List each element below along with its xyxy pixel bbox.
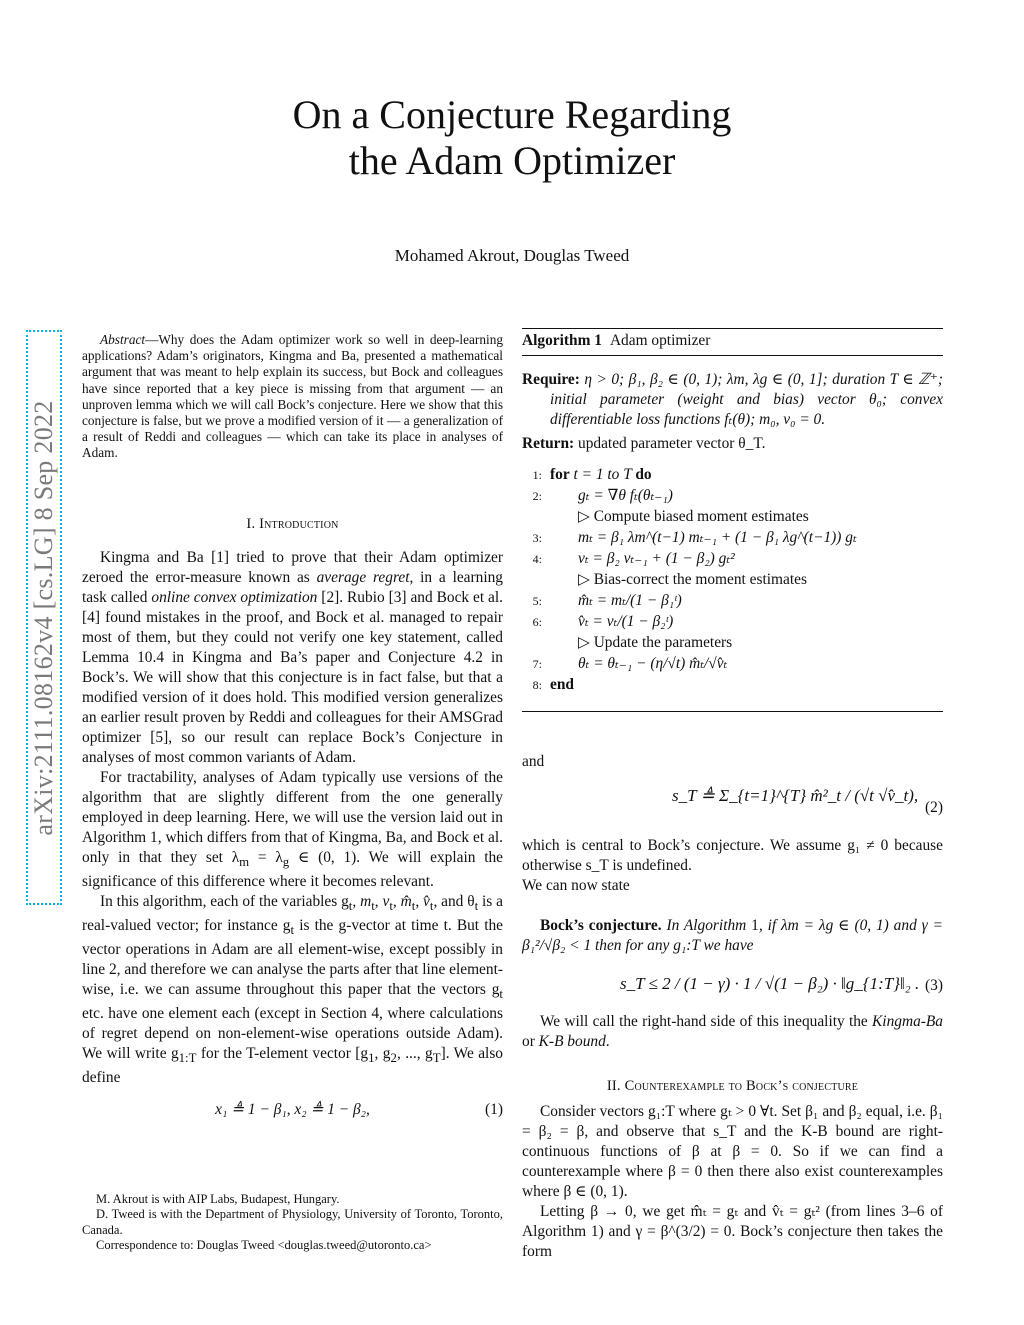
keyword: do xyxy=(635,466,652,483)
citation-link[interactable]: 3 xyxy=(393,588,402,606)
line-text: t = 1 to T xyxy=(569,466,636,483)
paper-title xyxy=(0,92,1024,184)
section-number: II. xyxy=(606,1078,625,1094)
subscript: g xyxy=(282,854,290,869)
line-ref-link[interactable]: 3 xyxy=(901,1203,909,1220)
conjecture-text: In Algorithm xyxy=(661,917,752,934)
section-heading-counterexample xyxy=(522,1076,943,1096)
text-run: We will call the right-hand side of this inequality the xyxy=(540,1013,873,1030)
right-column xyxy=(522,328,943,1262)
comment-triangle-icon: ▷ xyxy=(578,508,594,525)
algorithm-line xyxy=(522,548,943,569)
emphasis: Kingma-Ba xyxy=(872,1013,943,1030)
algorithm-label: Algorithm 1 xyxy=(522,332,602,349)
text-run: ]. We also define xyxy=(82,1044,504,1087)
comment-text: Bias-correct the moment estimates xyxy=(593,571,807,588)
text-run: For tractability, analyses of Adam typically use versions of the algorithm that are slightly different from the one generally employed in deep learning. Here, we will use the version laid out in Algorithm xyxy=(82,768,503,846)
equation-2 xyxy=(522,778,943,834)
line-text: v̂ₜ = vₜ/(1 − β₂ᵗ) xyxy=(578,613,674,630)
line-ref-link[interactable]: 6 xyxy=(916,1203,925,1220)
text-run: – xyxy=(908,1203,917,1220)
text-run: . xyxy=(605,1033,610,1050)
require-text: η > 0; β₁, β₂ ∈ (0, 1); λm, λg ∈ (0, 1]; duration T ∈ ℤ⁺; initial parameter (weight and bias) vector θ₀; convex differentiable loss functions fₜ(θ); m₀, v₀ = 0. xyxy=(550,371,943,428)
require-label: Require: xyxy=(522,371,580,388)
text-run: ] and Bock et al. [ xyxy=(82,588,504,626)
algorithm-line xyxy=(522,590,943,611)
intro-paragraph-2 xyxy=(82,768,503,892)
line-ref-link[interactable]: 2 xyxy=(108,960,117,978)
text-run: etc. have one element each (except in Section 4, where calculations of regret depend on non-element-wise operations outside Adam). We will write g xyxy=(82,1004,503,1062)
and-text: and xyxy=(522,753,545,770)
text-run: ) and γ = β^(3/2) = 0. Bock’s conjecture then takes the form xyxy=(522,1223,944,1260)
return-label: Return: xyxy=(522,435,575,452)
section-number: I. xyxy=(246,515,260,532)
keyword: for xyxy=(550,466,570,483)
citation-link[interactable]: 4 xyxy=(87,608,95,626)
text-run: ], so our result can replace Bock’s Conjecture in analyses of most common variants of Adam. xyxy=(82,728,504,766)
emphasis: online convex optimization xyxy=(151,588,318,606)
arxiv-id-stamp[interactable] xyxy=(26,330,62,905)
line-number: 7: xyxy=(532,657,542,671)
text-run: for the T-element vector [g xyxy=(196,1044,369,1062)
comment-text: Compute biased moment estimates xyxy=(593,508,809,525)
line-text: m̂ₜ = mₜ/(1 − β₁ᵗ) xyxy=(578,592,682,609)
title-line-1: On a Conjecture Regarding xyxy=(292,92,732,137)
algorithm-box xyxy=(522,328,943,712)
footnotes xyxy=(82,1192,503,1253)
line-text: vₜ = β₂ vₜ₋₁ + (1 − β₂) gₜ² xyxy=(578,550,735,567)
footnote-affiliation-2: D. Tweed is with the Department of Physiology, University of Toronto, Toronto, Canada. xyxy=(82,1207,503,1237)
algorithm-return xyxy=(522,434,943,454)
algorithm-comment xyxy=(522,506,943,527)
text-run: Letting β → 0, we get m̂ₜ = gₜ and v̂ₜ = gₜ² (from lines xyxy=(540,1203,902,1220)
bock-conjecture xyxy=(522,916,943,956)
text-run: = λ xyxy=(249,848,283,866)
keyword: end xyxy=(550,676,574,693)
line-number: 5: xyxy=(532,594,542,608)
algorithm-line xyxy=(522,611,943,632)
algorithm-ref-link[interactable]: 1 xyxy=(751,917,759,934)
equation-1-body: x₁ ≜ 1 − β₁, x₂ ≜ 1 − β₂, xyxy=(215,1101,370,1119)
abstract xyxy=(82,332,503,462)
algorithm-comment xyxy=(522,632,943,653)
arxiv-id-text: arXiv:2111.08162v4 [cs.LG] 8 Sep 2022 xyxy=(29,399,58,836)
line-number: 2: xyxy=(532,489,542,503)
equation-3-body: s_T ≤ 2 / (1 − γ) · 1 / √(1 − β₂) · ‖g_{1:T}‖₂ . xyxy=(620,974,920,993)
comment-text: Update the parameters xyxy=(593,634,733,651)
algorithm-require xyxy=(522,370,943,430)
author-list: Mohamed Akrout, Douglas Tweed xyxy=(394,246,630,265)
line-number: 8: xyxy=(532,678,542,692)
after-eq2-text: which is central to Bock’s conjecture. We assume g₁ ≠ 0 because otherwise s_T is undefined. xyxy=(522,837,943,874)
section-heading-introduction xyxy=(82,514,503,534)
section2-paragraph-1: Consider vectors g₁:T where gₜ > 0 ∀t. Set β₁ and β₂ equal, i.e. β₁ = β₂ = β, and observe that s_T and the K-B bound are right-continuous functions of β at β = 0. So if we can find a counterexample where β = 0 then there also exist counterexamples where β ∈ (0, 1). xyxy=(522,1103,943,1200)
text-run: ]. Rubio [ xyxy=(334,588,394,606)
line-text: mₜ = β₁ λm^(t−1) mₜ₋₁ + (1 − β₁ λg^(t−1)) gₜ xyxy=(578,529,857,546)
text-run: In this algorithm, each of the variables g xyxy=(100,892,349,910)
text-run: of Algorithm xyxy=(522,1203,943,1240)
line-number: 1: xyxy=(532,468,542,482)
text-run: ∈ (0, 1). We will explain the significance of this difference where it becomes relevant. xyxy=(82,848,503,890)
text-run: , in a learning task called xyxy=(82,568,503,606)
text-run: is a real-valued vector; for instance g xyxy=(82,892,503,934)
emphasis: average regret xyxy=(316,568,410,586)
comment-triangle-icon: ▷ xyxy=(578,571,594,588)
text-run: , and therefore we can analyse the parts after that line element-wise, i.e. we can assume throughout this paper that the vectors g xyxy=(82,960,503,998)
footnote-correspondence: Correspondence to: Douglas Tweed <douglas.tweed@utoronto.ca> xyxy=(96,1237,432,1252)
algorithm-name: Adam optimizer xyxy=(609,332,711,349)
citation-link[interactable]: 2 xyxy=(326,588,335,606)
intro-paragraph-1 xyxy=(82,548,503,768)
emphasis: K-B bound xyxy=(538,1033,606,1050)
algorithm-line xyxy=(522,464,943,485)
algorithm-line xyxy=(522,527,943,548)
algorithm-ref-link[interactable]: 1 xyxy=(590,1223,599,1240)
text-run: is the g-vector at time t. But the vector operations in Adam are all element-wise, except possibly in line xyxy=(82,916,504,978)
intro-paragraph-3: In this algorithm, each of the variables $g_t$, $m_t$, $v_t$, $m̂_t$, $v̂_t$, and $\theta_t$ is a real-valued vector; for instance $g_t$ is the g-vector at time t. But the vector operations in Adam are all element-wise, except possibly in line 2, and therefore we can analyse the parts after that line element-wise, i.e. we can assume throughout this paper that the vectors $g_t$ etc. have one element each (except in Section 4, where calculations of regret depend on non-element-wise operations outside Adam). We will write $g_{1:T}$ for the T-element vector [$g_1$, $g_2$, ..., $g_T$]. We also define xyxy=(82,892,504,1087)
algorithm-line xyxy=(522,653,943,674)
text-run: , which differs from that of Kingma, Ba, and Bock et al. only in that they set λ xyxy=(82,828,503,866)
line-number: 6: xyxy=(532,615,542,629)
equation-1 xyxy=(82,1100,503,1126)
text-run: or xyxy=(522,1033,539,1050)
text-run: Kingma and Ba [ xyxy=(100,548,217,566)
algorithm-comment xyxy=(522,569,943,590)
text-run: ] tried to prove that their Adam optimizer zeroed the error-measure known as xyxy=(82,548,503,586)
now-state-text: We can now state xyxy=(522,877,630,894)
conjecture-text: , if λm = λg ∈ (0, 1) and γ = β₁²/√β₂ < 1 then for any g₁:T we have xyxy=(522,917,943,954)
section-title: Counterexample to Bock’s conjecture xyxy=(624,1078,859,1094)
algorithm-ref-link[interactable]: 1 xyxy=(150,828,158,846)
return-text: updated parameter vector θ_T. xyxy=(578,435,766,452)
algorithm-body xyxy=(522,356,943,711)
algorithm-line xyxy=(522,674,943,695)
abstract-text: —Why does the Adam optimizer work so well in deep-learning applications? Adam’s originators, Kingma and Ba, presented a mathematical argument that was meant to help explain its success, but Bock and colleagues have since reported that a key piece is missing from that argument — an unproven lemma which we will call Bock’s conjecture. Here we show that this conjecture is false, but we prove a modified version of it — a generalization of a result of Reddi and colleagues — which can take its place in analyses of Adam. xyxy=(82,332,503,461)
text-run: , and θ xyxy=(433,892,475,910)
algorithm-line xyxy=(522,485,943,506)
algorithm-title xyxy=(522,329,943,356)
comment-triangle-icon: ▷ xyxy=(578,634,594,651)
line-number: 4: xyxy=(532,552,542,566)
section-title: Introduction xyxy=(259,515,339,532)
subscript: m xyxy=(239,854,250,869)
title-line-2: the Adam Optimizer xyxy=(348,138,676,183)
footnote-affiliation-1: M. Akrout is with AIP Labs, Budapest, Hungary. xyxy=(96,1192,340,1206)
equation-2-number: (2) xyxy=(925,799,943,816)
equation-2-body: s_T ≜ Σ_{t=1}^{T} m̂²_t / (√t √v̂_t), xyxy=(672,786,919,805)
left-column xyxy=(82,332,503,1126)
conjecture-label: Bock’s conjecture. xyxy=(540,917,662,934)
line-number: 3: xyxy=(532,531,542,545)
kb-bound-paragraph xyxy=(522,1012,943,1052)
text-run: [ xyxy=(317,588,327,606)
abstract-label: Abstract xyxy=(100,332,146,347)
equation-3 xyxy=(522,962,943,1010)
equation-1-number: (1) xyxy=(485,1101,503,1119)
line-text: gₜ = ∇θ fₜ(θₜ₋₁) xyxy=(578,487,673,504)
section2-paragraph-2 xyxy=(522,1202,943,1262)
line-text: θₜ = θₜ₋₁ − (η/√t) m̂ₜ/√v̂ₜ xyxy=(578,655,728,672)
citation-link[interactable]: 5 xyxy=(155,728,164,746)
equation-3-number: (3) xyxy=(925,977,943,994)
citation-link[interactable]: 1 xyxy=(216,548,224,566)
text-run: ] found mistakes in the proof, and Bock et al. managed to repair most of them, but they could not verify one key statement, called Lemma 10.4 in Kingma and Ba’s paper and Conjecture 4.2 in Bock’s. We will show that this conjecture is in fact false, but that a modified version of it does hold. This modified version generalizes an earlier result proven by Reddi and colleagues for their AMSGrad optimizer [ xyxy=(82,608,503,746)
